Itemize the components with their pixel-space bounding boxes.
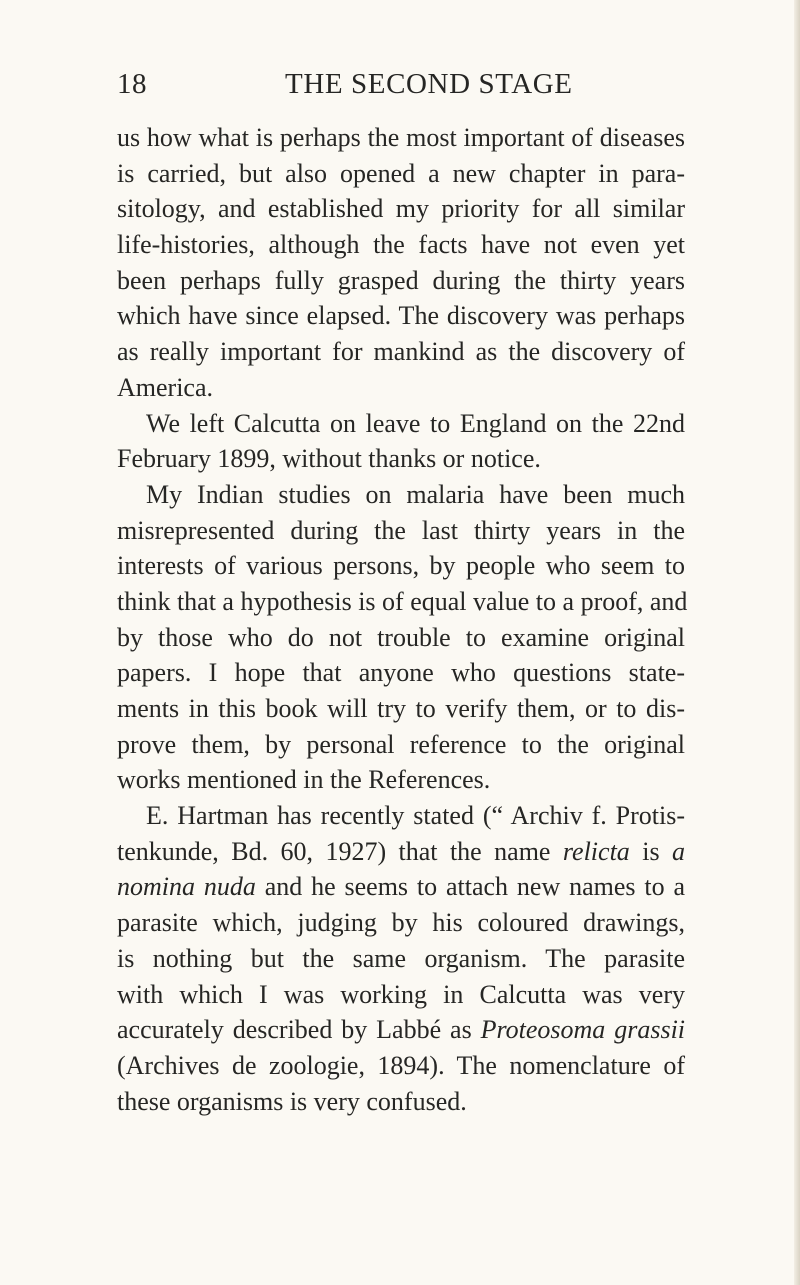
- page-header: [117, 68, 685, 112]
- text-line: ments in this book will try to verify them, or to dis-: [117, 694, 685, 723]
- text-line: with which I was working in Calcutta was very: [117, 979, 685, 1009]
- italic-term: a: [672, 836, 686, 866]
- text-line: [117, 834, 685, 870]
- text-line: America.: [117, 372, 214, 402]
- italic-term: relicta: [562, 836, 630, 866]
- text-line: life-histories, although the facts have not even yet: [117, 230, 685, 260]
- text-line: by those who do not trouble to examine original: [117, 622, 685, 652]
- text-line: [117, 1012, 685, 1048]
- text-line: works mentioned in the References.: [117, 765, 491, 795]
- text-line: which have since elapsed. The discovery was perhaps: [117, 301, 685, 331]
- text-line: My Indian studies on malaria have been much: [146, 479, 685, 509]
- text-line: is nothing but the same organism. The parasite: [117, 943, 685, 973]
- italic-term: nomina nuda: [117, 872, 256, 902]
- text-line: interests of various persons, by people who seem to: [117, 551, 685, 581]
- text-line: [117, 869, 685, 905]
- page-edge: [794, 0, 800, 1285]
- running-head: THE SECOND STAGE: [285, 68, 573, 100]
- text-line: think that a hypothesis is of equal value to a proof, and: [117, 586, 688, 616]
- text-segment: is: [642, 836, 660, 866]
- text-segment: accurately described by Labbé as: [117, 1015, 472, 1045]
- text-line: misrepresented during the last thirty years in the: [117, 515, 685, 545]
- text-line: E. Hartman has recently stated (“ Archiv f. Protis-: [146, 801, 685, 831]
- text-segment: and he seems to attach new names to a: [264, 872, 685, 902]
- text-line: February 1899, without thanks or notice.: [117, 444, 541, 474]
- text-line: parasite which, judging by his coloured drawings,: [117, 908, 685, 938]
- text-line: papers. I hope that anyone who questions state-: [117, 658, 685, 688]
- text-line: us how what is perhaps the most important of diseases: [117, 123, 685, 152]
- text-line: is carried, but also opened a new chapter in para-: [117, 158, 685, 188]
- text-line: these organisms is very confused.: [117, 1086, 467, 1116]
- italic-term: Proteosoma grassii: [480, 1015, 686, 1045]
- text-line: prove them, by personal reference to the original: [117, 729, 685, 759]
- body-text: [117, 120, 688, 1119]
- text-segment: tenkunde, Bd. 60, 1927) that the name: [117, 836, 551, 866]
- text-line: sitology, and established my priority for all similar: [117, 194, 685, 224]
- text-line: We left Calcutta on leave to England on the 22nd: [146, 408, 685, 438]
- text-line: as really important for mankind as the discovery of: [117, 337, 685, 367]
- text-line: (Archives de zoologie, 1894). The nomenclature of: [117, 1050, 685, 1080]
- text-line: been perhaps fully grasped during the thirty years: [117, 265, 685, 295]
- page-number: 18: [117, 68, 147, 100]
